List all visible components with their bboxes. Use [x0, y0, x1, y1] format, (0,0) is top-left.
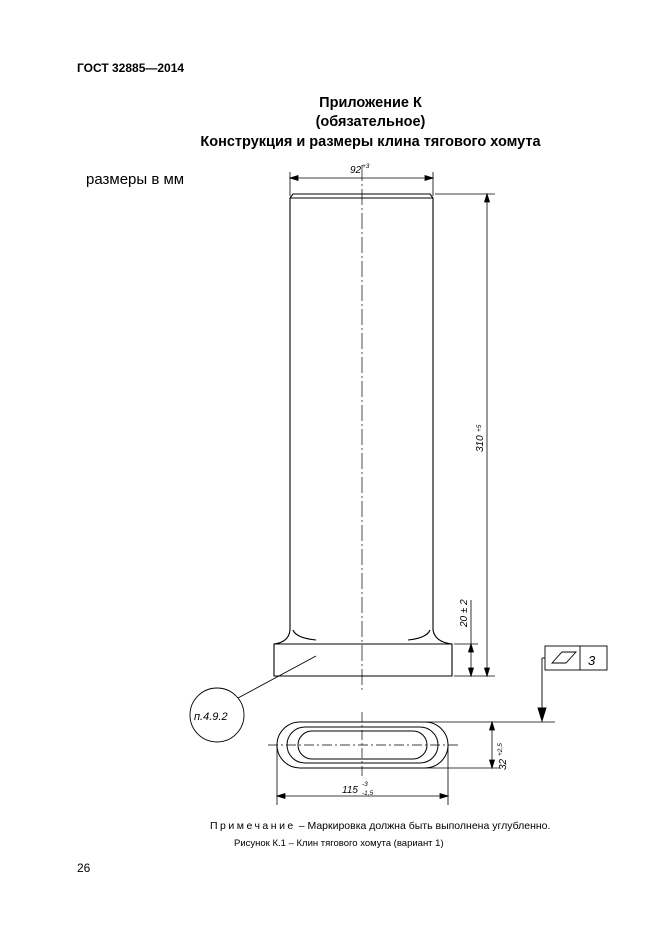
left-fillet [293, 630, 316, 640]
tolerance-frame [538, 646, 607, 721]
appendix-subject: Конструкция и размеры клина тягового хомута [200, 134, 541, 150]
dim-oval-height-value: 32 [498, 758, 509, 770]
dim-height-value: 310 [475, 435, 486, 452]
note-text: – Маркировка должна быть выполнена углубленно. [295, 820, 551, 832]
wedge-body-outline [274, 194, 452, 676]
dim-oval-width-tol-upper: -3 [362, 781, 368, 788]
appendix-status: (обязательное) [315, 114, 426, 130]
appendix-title: Приложение К [319, 95, 422, 111]
tolerance-value: 3 [588, 653, 596, 668]
note-prefix: Примечание [210, 820, 296, 832]
page-number: 26 [77, 861, 91, 875]
figure-caption: Рисунок К.1 – Клин тягового хомута (вариант 1) [234, 838, 444, 849]
callout-label: п.4.9.2 [194, 711, 228, 723]
units-label: размеры в мм [86, 171, 185, 188]
dim-base-value: 20 ± 2 [459, 599, 470, 627]
dim-oval-height-tolerance: +2,5 [497, 743, 504, 756]
dim-oval-width-tol-lower: -1,5 [362, 790, 374, 797]
drawing-note [210, 820, 550, 832]
right-fillet [408, 630, 430, 640]
flatness-symbol [552, 652, 576, 663]
dim-oval-width-value: 115 [342, 785, 358, 796]
dim-width-tolerance: +3 [362, 163, 370, 170]
dim-width-value: 92 [350, 165, 362, 176]
dim-height-tolerance: +5 [476, 424, 483, 432]
document-header: ГОСТ 32885—2014 [77, 61, 185, 75]
